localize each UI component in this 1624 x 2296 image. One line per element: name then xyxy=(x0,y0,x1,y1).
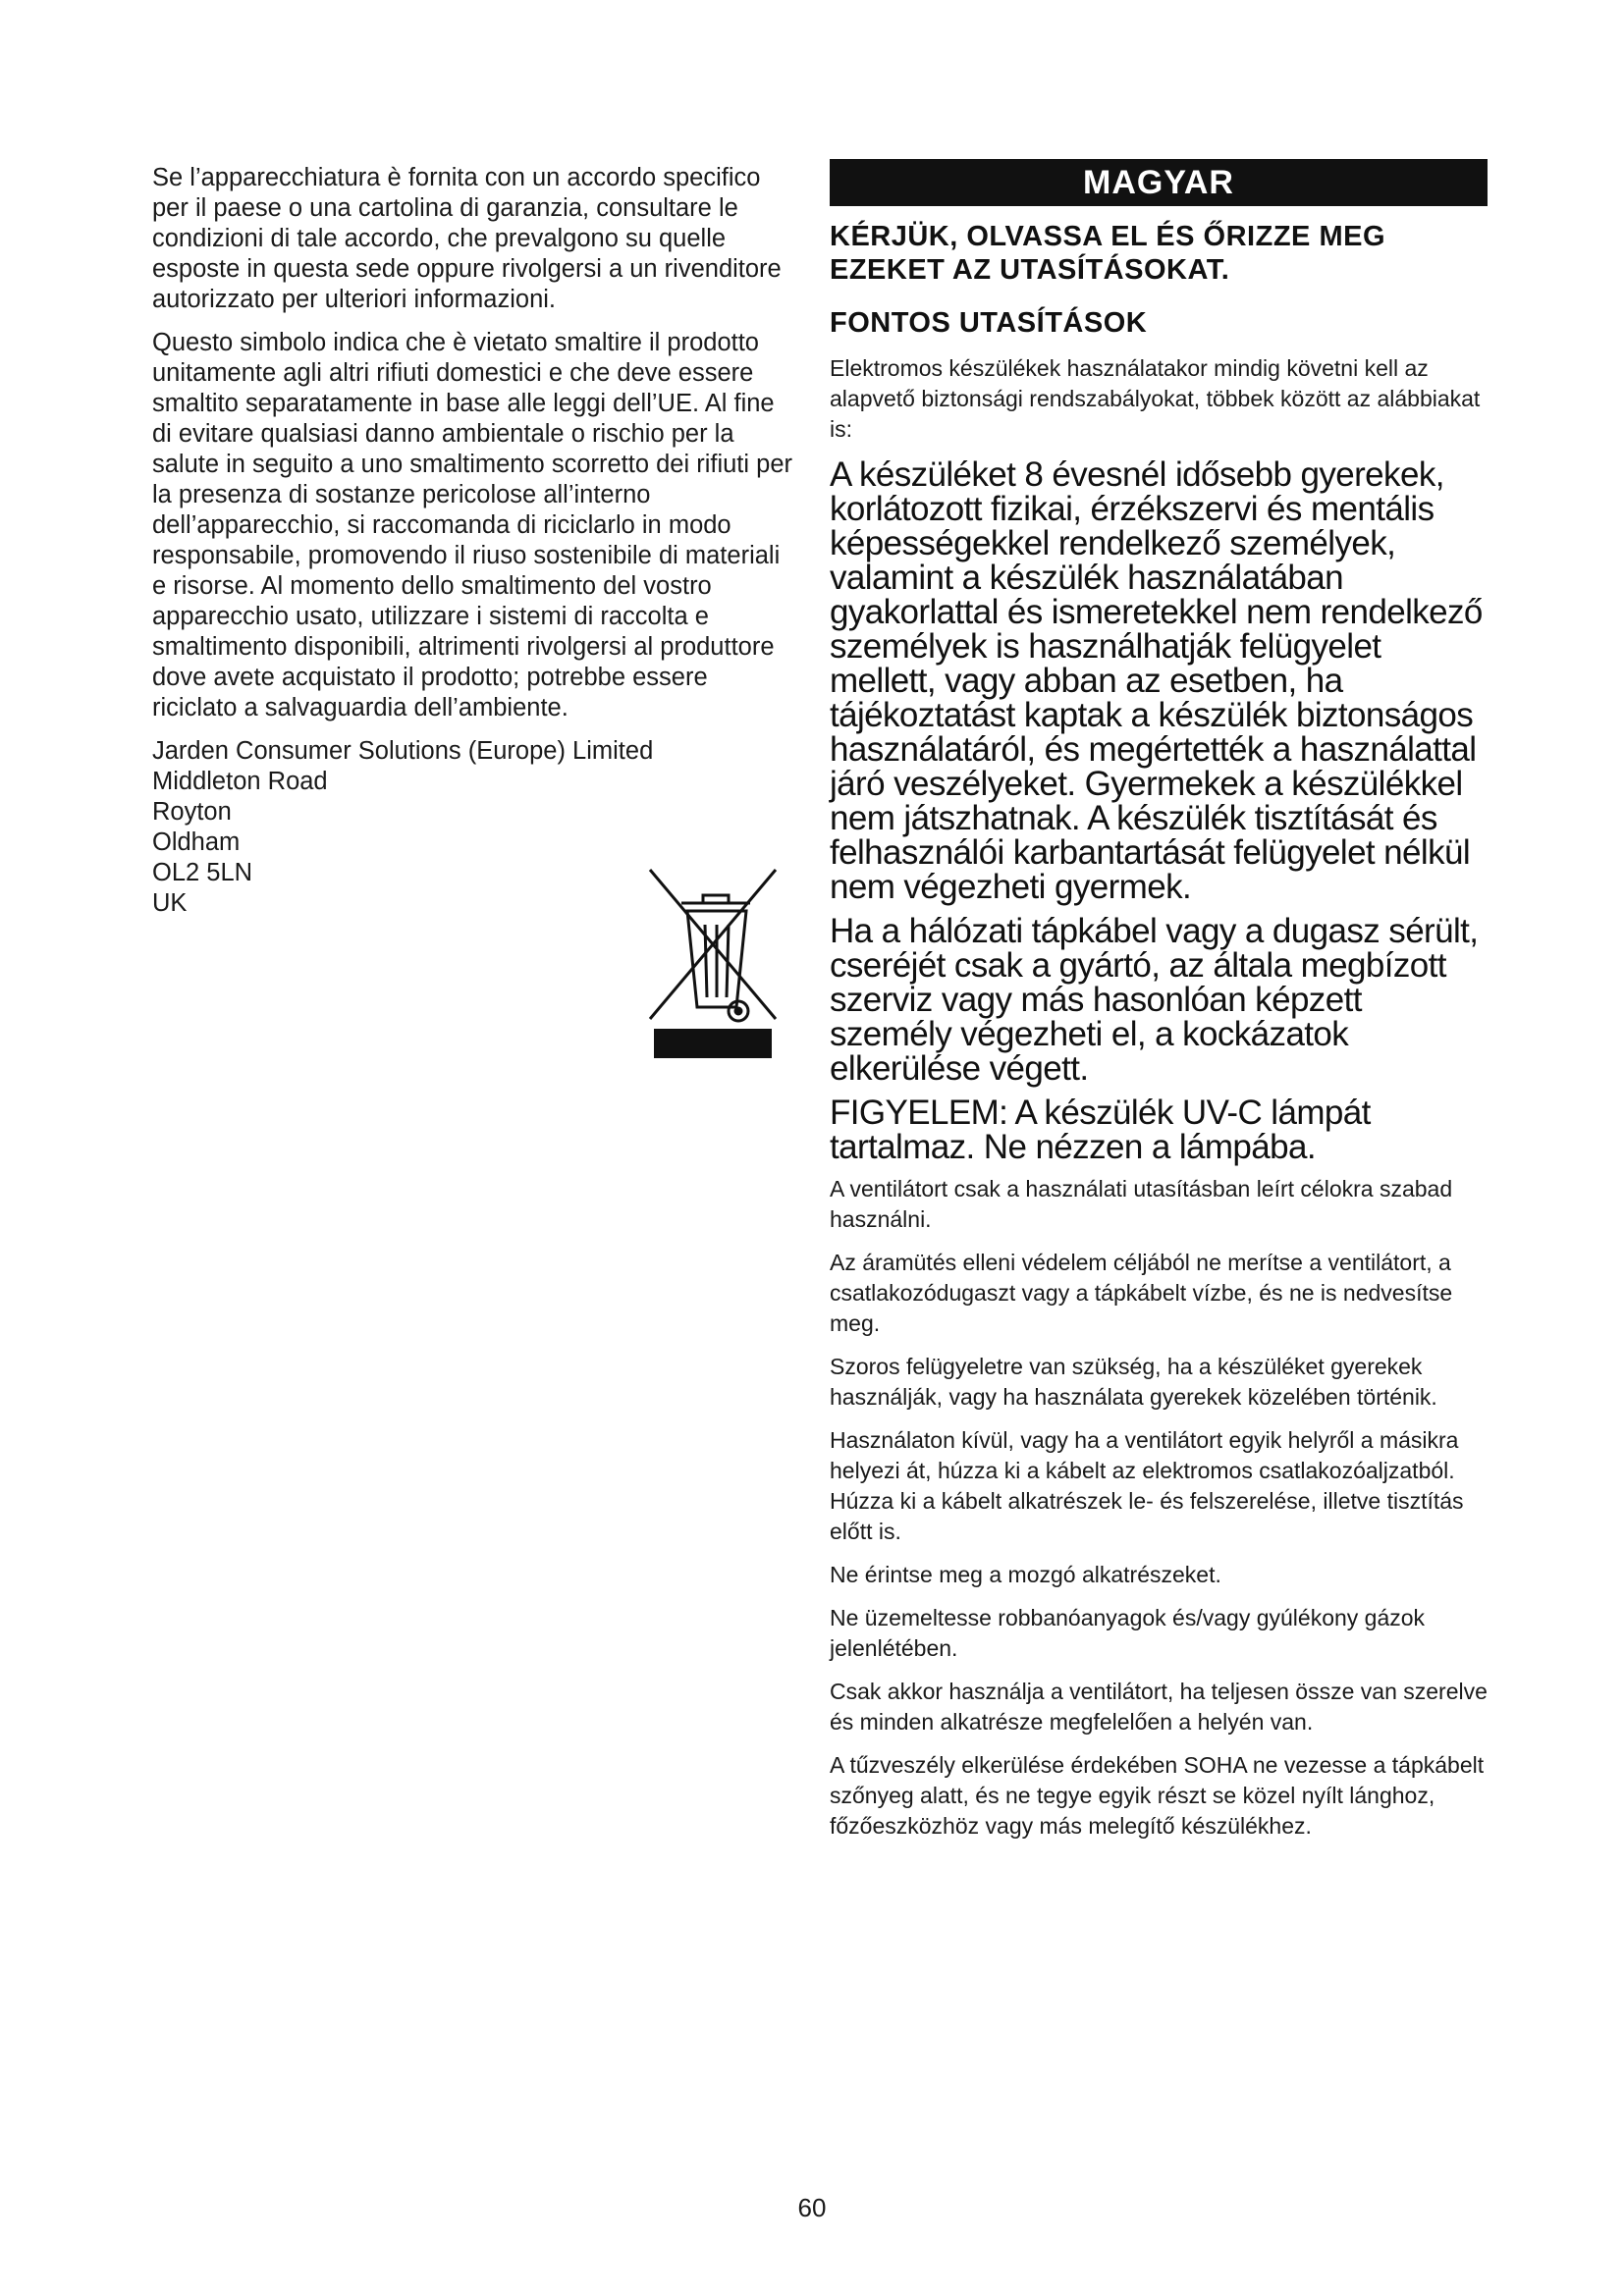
right-column xyxy=(830,159,1488,1854)
instruction-paragraph: Szoros felügyeletre van szükség, ha a készüléket gyerekek használják, vagy ha használata gyerekek közelében történik. xyxy=(830,1354,1437,1410)
address-line: Royton xyxy=(152,798,232,826)
warning-paragraph: FIGYELEM: A készülék UV-C lámpát tartalmaz. Ne nézzen a lámpába. xyxy=(830,1094,1371,1166)
instruction-paragraph: Csak akkor használja a ventilátort, ha teljesen össze van szerelve és minden alkatrésze megfelelően a helyén van. xyxy=(830,1679,1488,1735)
language-header: MAGYAR xyxy=(830,159,1488,206)
left-column xyxy=(152,163,795,919)
instruction-paragraph: Az áramütés elleni védelem céljából ne merítse a ventilátort, a csatlakozódugaszt vagy a tápkábelt vízbe, és ne is nedvesítse meg. xyxy=(830,1250,1453,1336)
instruction-paragraph: A tűzveszély elkerülése érdekében SOHA ne vezesse a tápkábelt szőnyeg alatt, és ne tegye egyik részt se közel nyílt lánghoz, főzőeszközhöz vagy más melegítő készülékhez. xyxy=(830,1752,1485,1839)
intro-paragraph: Elektromos készülékek használatakor mindig követni kell az alapvető biztonsági rendszabályokat, többek között az alábbiakat is: xyxy=(830,355,1481,442)
warning-paragraph: A készüléket 8 évesnél idősebb gyerekek, korlátozott fizikai, érzékszervi és mentális képességekkel rendelkező személyek, valamint a készülék használatában gyakorlattal és ismeretekkel nem rendelkező személyek is használhatják felügyelet mellett, vagy abban az esetben, ha tájékoztatást kaptak a készülék biztonságos használatáról, és megértették a használattal járó veszélyeket. Gyermekek a készülékkel nem játszhatnak. A készülék tisztítását és felhasználói karbantartását felügyelet nélkül nem végezheti gyermek. xyxy=(830,455,1483,906)
instruction-paragraph: Ne érintse meg a mozgó alkatrészeket. xyxy=(830,1562,1221,1587)
disposal-paragraph: Questo simbolo indica che è vietato smaltire il prodotto unitamente agli altri rifiuti domestici e che deve essere smaltito separatamente in base alle leggi dell’UE. Al fine di evitare qualsiasi danno ambientale o rischio per la salute in seguito a uno smaltimento scorretto dei rifiuti per la presenza di sostanze pericolose all’interno dell’apparecchio, si raccomanda di riciclarlo in modo responsabile, promovendo il riuso sostenibile di materiali e risorse. Al momento dello smaltimento del vostro apparecchio usato, utilizzare i sistemi di raccolta e smaltimento disponibili, altrimenti rivolgersi al produttore dove avete acquistato il prodotto; potrebbe essere riciclato a salvaguardia dell’ambiente. xyxy=(152,329,792,721)
address-line: Oldham xyxy=(152,828,241,856)
address-line: OL2 5LN xyxy=(152,859,253,886)
page-number: 60 xyxy=(797,2193,827,2222)
section-heading: FONTOS UTASÍTÁSOK xyxy=(830,307,1148,339)
main-heading: KÉRJÜK, OLVASSA EL ÉS ŐRIZZE MEG EZEKET AZ UTASÍTÁSOKAT. xyxy=(830,221,1385,286)
address-line: UK xyxy=(152,889,188,917)
address-line: Jarden Consumer Solutions (Europe) Limited xyxy=(152,737,654,765)
address-line: Middleton Road xyxy=(152,768,328,795)
instruction-paragraph: Használaton kívül, vagy ha a ventilátort egyik helyről a másikra helyezi át, húzza ki a kábelt az elektromos csatlakozóaljzatból. Húzza ki a kábelt alkatrészek le- és felszerelése, illetve tisztítás előtt is. xyxy=(830,1427,1464,1544)
instruction-paragraph: Ne üzemeltesse robbanóanyagok és/vagy gyúlékony gázok jelenlétében. xyxy=(830,1605,1426,1661)
warning-paragraph: Ha a hálózati tápkábel vagy a dugasz sérült, cseréjét csak a gyártó, az általa megbízott szerviz vagy más hasonlóan képzett személy végezheti el, a kockázatok elkerülése végett. xyxy=(830,912,1479,1088)
warranty-paragraph: Se l’apparecchiatura è fornita con un accordo specifico per il paese o una cartolina di garanzia, consultare le condizioni di tale accordo, che prevalgono su quelle esposte in questa sede oppure rivolgersi a un rivenditore autorizzato per ulteriori informazioni. xyxy=(152,164,782,313)
weee-bin-icon xyxy=(644,864,782,1060)
instruction-paragraph: A ventilátort csak a használati utasításban leírt célokra szabad használni. xyxy=(830,1176,1453,1232)
